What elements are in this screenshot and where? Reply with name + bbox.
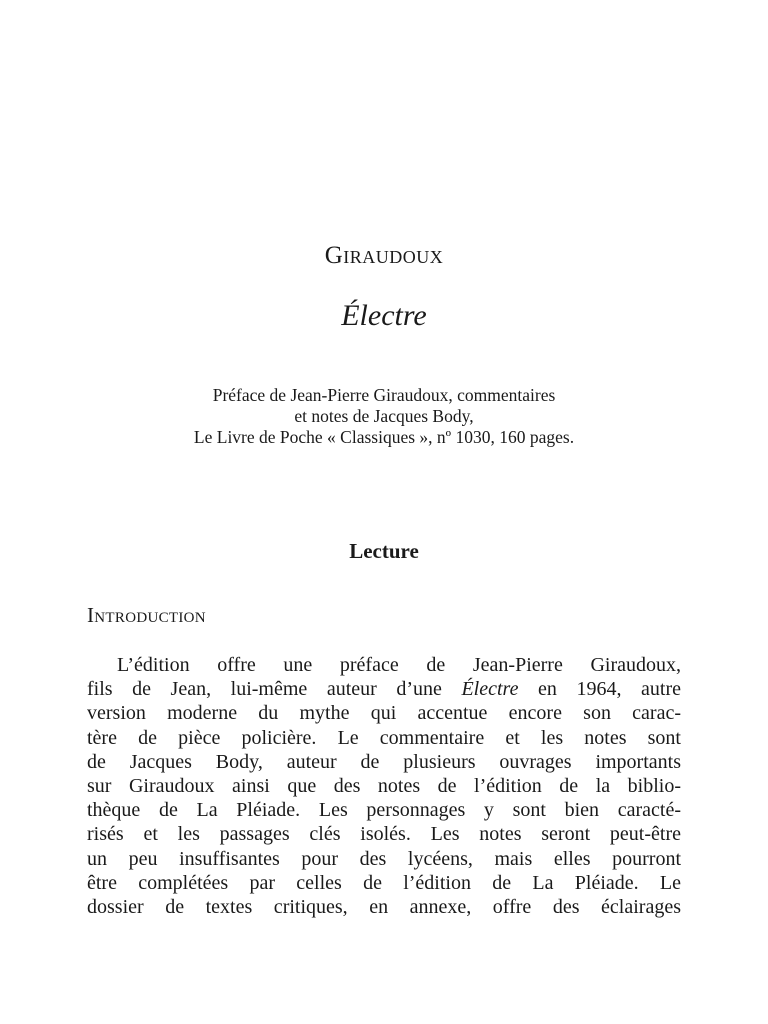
author-name: Giraudoux xyxy=(324,242,444,269)
paragraph-line xyxy=(87,677,681,701)
paragraph-line: sur Giraudoux ainsi que des notes de l’édition de la biblio- xyxy=(87,774,681,797)
text-run: fils de Jean, lui-même auteur d’une xyxy=(87,678,462,701)
body-paragraph xyxy=(87,653,681,919)
section-heading: Lecture xyxy=(349,539,419,563)
paragraph-line: un peu insuffisantes pour des lycéens, mais elles pourront xyxy=(87,847,681,870)
paragraph-line: être complétées par celles de l’édition de La Pléiade. Le xyxy=(87,871,681,894)
reference-line: Préface de Jean-Pierre Giraudoux, commentaires xyxy=(212,385,556,405)
reference-line: et notes de Jacques Body, xyxy=(294,406,474,426)
subsection-heading: Introduction xyxy=(87,603,206,627)
paragraph-line: thèque de La Pléiade. Les personnages y sont bien caracté- xyxy=(87,799,681,822)
paragraph-line: risés et les passages clés isolés. Les notes seront peut-être xyxy=(87,823,681,846)
paragraph-line: de Jacques Body, auteur de plusieurs ouvrages importants xyxy=(87,750,681,773)
paragraph-line: dossier de textes critiques, en annexe, offre des éclairages xyxy=(87,895,681,918)
edition-reference xyxy=(0,385,768,448)
text-run: en 1964, autre xyxy=(518,678,681,701)
paragraph-line: L’édition offre une préface de Jean-Pierre Giraudoux, xyxy=(117,654,681,676)
italic-title: Électre xyxy=(461,678,519,701)
paragraph-line: tère de pièce policière. Le commentaire et les notes sont xyxy=(87,726,681,749)
reference-line: Le Livre de Poche « Classiques », nº 1030, 160 pages. xyxy=(193,427,575,447)
paragraph-line: version moderne du mythe qui accentue encore son carac- xyxy=(87,702,681,725)
work-title: Électre xyxy=(341,299,427,332)
